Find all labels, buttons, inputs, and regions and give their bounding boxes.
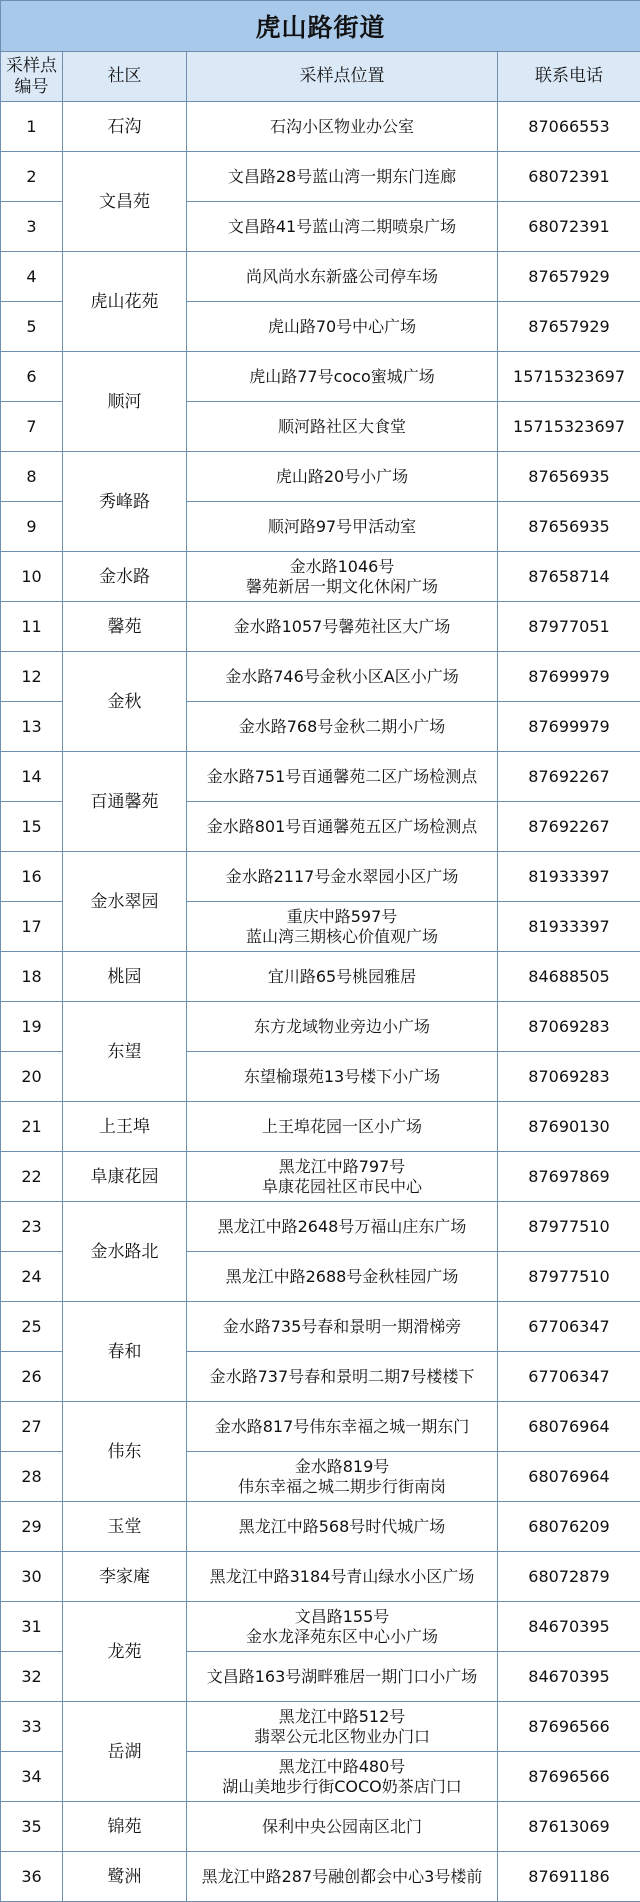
location-cell: [187, 802, 498, 852]
phone-cell: 68072879: [498, 1552, 640, 1602]
table-row: [1, 1852, 640, 1902]
location-cell: [187, 552, 498, 602]
location-cell: [187, 452, 498, 502]
phone-cell: 87657929: [498, 252, 640, 302]
phone-cell: 87066553: [498, 102, 640, 152]
location-line: 保利中央公园南区北门: [189, 1817, 495, 1837]
location-line: 黑龙江中路568号时代城广场: [189, 1517, 495, 1537]
location-cell: [187, 502, 498, 552]
table-row: [1, 352, 640, 402]
location-cell: [187, 1652, 498, 1702]
location-line: 上王埠花园一区小广场: [189, 1117, 495, 1137]
phone-cell: 87697869: [498, 1152, 640, 1202]
sample-number-cell: 26: [1, 1352, 63, 1402]
community-cell: 玉堂: [63, 1502, 187, 1552]
location-line: 金水路1046号: [189, 557, 495, 577]
location-cell: [187, 1402, 498, 1452]
location-line: 虎山路77号coco蜜城广场: [189, 367, 495, 387]
location-line: 黑龙江中路2688号金秋桂园广场: [189, 1267, 495, 1287]
table-row: [1, 452, 640, 502]
table-row: [1, 1702, 640, 1752]
location-line: 顺河路97号甲活动室: [189, 517, 495, 537]
community-cell: 金水路北: [63, 1202, 187, 1302]
location-line: 顺河路社区大食堂: [189, 417, 495, 437]
header-sample-number-line2: 编号: [3, 77, 60, 98]
sample-number-cell: 28: [1, 1452, 63, 1502]
sample-number-cell: 8: [1, 452, 63, 502]
table-body: [1, 102, 640, 1902]
community-cell: 桃园: [63, 952, 187, 1002]
community-cell: 阜康花园: [63, 1152, 187, 1202]
phone-cell: 87658714: [498, 552, 640, 602]
phone-cell: 84670395: [498, 1652, 640, 1702]
location-line: 金水路751号百通馨苑二区广场检测点: [189, 767, 495, 787]
location-line: 虎山路70号中心广场: [189, 317, 495, 337]
phone-cell: 87069283: [498, 1002, 640, 1052]
sample-number-cell: 29: [1, 1502, 63, 1552]
sample-number-cell: 17: [1, 902, 63, 952]
sample-number-cell: 7: [1, 402, 63, 452]
table-row: [1, 152, 640, 202]
location-cell: [187, 402, 498, 452]
location-line: 蓝山湾三期核心价值观广场: [189, 927, 495, 947]
location-line: 金水路819号: [189, 1457, 495, 1477]
sample-number-cell: 36: [1, 1852, 63, 1902]
location-cell: [187, 1502, 498, 1552]
location-line: 金水路737号春和景明二期7号楼楼下: [189, 1367, 495, 1387]
table-row: [1, 102, 640, 152]
community-cell: 锦苑: [63, 1802, 187, 1852]
phone-cell: 15715323697: [498, 352, 640, 402]
community-cell: 馨苑: [63, 602, 187, 652]
community-cell: 鹭洲: [63, 1852, 187, 1902]
location-cell: [187, 352, 498, 402]
location-line: 馨苑新居一期文化休闲广场: [189, 577, 495, 597]
location-cell: [187, 1602, 498, 1652]
location-cell: [187, 1202, 498, 1252]
location-cell: [187, 1852, 498, 1902]
sample-number-cell: 30: [1, 1552, 63, 1602]
location-line: 阜康花园社区市民中心: [189, 1177, 495, 1197]
sample-number-cell: 27: [1, 1402, 63, 1452]
phone-cell: 87069283: [498, 1052, 640, 1102]
sample-number-cell: 9: [1, 502, 63, 552]
location-cell: [187, 1802, 498, 1852]
header-sample-number-line1: 采样点: [3, 56, 60, 77]
location-cell: [187, 1302, 498, 1352]
community-cell: 石沟: [63, 102, 187, 152]
table-row: [1, 652, 640, 702]
sample-number-cell: 1: [1, 102, 63, 152]
community-cell: 顺河: [63, 352, 187, 452]
sample-number-cell: 13: [1, 702, 63, 752]
location-line: 黑龙江中路3184号青山绿水小区广场: [189, 1567, 495, 1587]
phone-cell: 68076209: [498, 1502, 640, 1552]
location-line: 东方龙域物业旁边小广场: [189, 1017, 495, 1037]
phone-cell: 87696566: [498, 1702, 640, 1752]
location-cell: [187, 1752, 498, 1802]
location-line: 宜川路65号桃园雅居: [189, 967, 495, 987]
sample-number-cell: 18: [1, 952, 63, 1002]
community-cell: 李家庵: [63, 1552, 187, 1602]
location-line: 金水龙泽苑东区中心小广场: [189, 1627, 495, 1647]
sample-number-cell: 33: [1, 1702, 63, 1752]
sample-number-cell: 15: [1, 802, 63, 852]
phone-cell: 87657929: [498, 302, 640, 352]
table-row: [1, 552, 640, 602]
location-cell: [187, 952, 498, 1002]
phone-cell: 68076964: [498, 1452, 640, 1502]
community-cell: 岳湖: [63, 1702, 187, 1802]
sample-number-cell: 3: [1, 202, 63, 252]
location-line: 文昌路155号: [189, 1607, 495, 1627]
location-cell: [187, 1052, 498, 1102]
phone-cell: 84688505: [498, 952, 640, 1002]
location-cell: [187, 702, 498, 752]
sample-number-cell: 19: [1, 1002, 63, 1052]
phone-cell: 68076964: [498, 1402, 640, 1452]
phone-cell: 87977510: [498, 1202, 640, 1252]
table-row: [1, 1002, 640, 1052]
sample-number-cell: 24: [1, 1252, 63, 1302]
header-phone: 联系电话: [498, 52, 640, 102]
location-cell: [187, 1452, 498, 1502]
phone-cell: 81933397: [498, 902, 640, 952]
location-line: 尚风尚水东新盛公司停车场: [189, 267, 495, 287]
sample-number-cell: 21: [1, 1102, 63, 1152]
phone-cell: 87613069: [498, 1802, 640, 1852]
table-row: [1, 752, 640, 802]
table-row: [1, 1802, 640, 1852]
community-cell: 东望: [63, 1002, 187, 1102]
table-row: [1, 1302, 640, 1352]
location-cell: [187, 252, 498, 302]
location-cell: [187, 602, 498, 652]
location-line: 翡翠公元北区物业办门口: [189, 1727, 495, 1747]
table-title: 虎山路街道: [1, 1, 640, 52]
location-line: 黑龙江中路480号: [189, 1757, 495, 1777]
sample-number-cell: 16: [1, 852, 63, 902]
header-sample-number: [1, 52, 63, 102]
location-line: 黑龙江中路512号: [189, 1707, 495, 1727]
location-line: 金水路2117号金水翠园小区广场: [189, 867, 495, 887]
table-row: [1, 1402, 640, 1452]
sample-number-cell: 20: [1, 1052, 63, 1102]
location-line: 黑龙江中路287号融创都会中心3号楼前: [189, 1867, 495, 1887]
phone-cell: 67706347: [498, 1352, 640, 1402]
location-line: 伟东幸福之城二期步行街南岗: [189, 1477, 495, 1497]
location-cell: [187, 1252, 498, 1302]
community-cell: 龙苑: [63, 1602, 187, 1702]
community-cell: 金水路: [63, 552, 187, 602]
phone-cell: 67706347: [498, 1302, 640, 1352]
header-location: 采样点位置: [187, 52, 498, 102]
phone-cell: 87692267: [498, 802, 640, 852]
sample-number-cell: 5: [1, 302, 63, 352]
location-line: 金水路817号伟东幸福之城一期东门: [189, 1417, 495, 1437]
sample-number-cell: 14: [1, 752, 63, 802]
sample-number-cell: 12: [1, 652, 63, 702]
phone-cell: 84670395: [498, 1602, 640, 1652]
table-row: [1, 852, 640, 902]
location-line: 黑龙江中路2648号万福山庄东广场: [189, 1217, 495, 1237]
location-cell: [187, 1102, 498, 1152]
location-cell: [187, 752, 498, 802]
table-row: [1, 952, 640, 1002]
phone-cell: 87696566: [498, 1752, 640, 1802]
location-line: 金水路735号春和景明一期滑梯旁: [189, 1317, 495, 1337]
location-cell: [187, 202, 498, 252]
location-cell: [187, 1702, 498, 1752]
community-cell: 文昌苑: [63, 152, 187, 252]
location-cell: [187, 852, 498, 902]
sample-number-cell: 25: [1, 1302, 63, 1352]
phone-cell: 81933397: [498, 852, 640, 902]
phone-cell: 68072391: [498, 152, 640, 202]
location-cell: [187, 102, 498, 152]
location-line: 东望榆璟苑13号楼下小广场: [189, 1067, 495, 1087]
header-community: 社区: [63, 52, 187, 102]
sample-number-cell: 23: [1, 1202, 63, 1252]
sample-number-cell: 6: [1, 352, 63, 402]
location-cell: [187, 152, 498, 202]
community-cell: 金秋: [63, 652, 187, 752]
community-cell: 秀峰路: [63, 452, 187, 552]
community-cell: 百通馨苑: [63, 752, 187, 852]
sample-number-cell: 10: [1, 552, 63, 602]
sample-number-cell: 34: [1, 1752, 63, 1802]
location-cell: [187, 652, 498, 702]
table-row: [1, 1102, 640, 1152]
location-line: 黑龙江中路797号: [189, 1157, 495, 1177]
location-line: 重庆中路597号: [189, 907, 495, 927]
table-row: [1, 602, 640, 652]
location-line: 文昌路41号蓝山湾二期喷泉广场: [189, 217, 495, 237]
phone-cell: 87690130: [498, 1102, 640, 1152]
table-row: [1, 1152, 640, 1202]
phone-cell: 87699979: [498, 702, 640, 752]
phone-cell: 87691186: [498, 1852, 640, 1902]
phone-cell: 87699979: [498, 652, 640, 702]
community-cell: 春和: [63, 1302, 187, 1402]
location-cell: [187, 1352, 498, 1402]
sample-number-cell: 11: [1, 602, 63, 652]
phone-cell: 87977051: [498, 602, 640, 652]
sample-number-cell: 32: [1, 1652, 63, 1702]
location-line: 金水路768号金秋二期小广场: [189, 717, 495, 737]
location-line: 石沟小区物业办公室: [189, 117, 495, 137]
sample-number-cell: 2: [1, 152, 63, 202]
location-cell: [187, 302, 498, 352]
location-line: 金水路1057号馨苑社区大广场: [189, 617, 495, 637]
location-line: 湖山美地步行街COCO奶茶店门口: [189, 1777, 495, 1797]
location-cell: [187, 902, 498, 952]
phone-cell: 87977510: [498, 1252, 640, 1302]
table-row: [1, 1552, 640, 1602]
sample-number-cell: 4: [1, 252, 63, 302]
location-cell: [187, 1002, 498, 1052]
table-row: [1, 1602, 640, 1652]
header-row: [1, 52, 640, 102]
phone-cell: 68072391: [498, 202, 640, 252]
phone-cell: 87656935: [498, 452, 640, 502]
location-line: 金水路801号百通馨苑五区广场检测点: [189, 817, 495, 837]
community-cell: 伟东: [63, 1402, 187, 1502]
table-row: [1, 1502, 640, 1552]
phone-cell: 15715323697: [498, 402, 640, 452]
sample-number-cell: 35: [1, 1802, 63, 1852]
phone-cell: 87656935: [498, 502, 640, 552]
location-line: 金水路746号金秋小区A区小广场: [189, 667, 495, 687]
community-cell: 金水翠园: [63, 852, 187, 952]
sample-number-cell: 31: [1, 1602, 63, 1652]
table-row: [1, 252, 640, 302]
table-row: [1, 1202, 640, 1252]
location-line: 虎山路20号小广场: [189, 467, 495, 487]
sample-number-cell: 22: [1, 1152, 63, 1202]
location-cell: [187, 1552, 498, 1602]
location-line: 文昌路28号蓝山湾一期东门连廊: [189, 167, 495, 187]
community-cell: 上王埠: [63, 1102, 187, 1152]
phone-cell: 87692267: [498, 752, 640, 802]
community-cell: 虎山花苑: [63, 252, 187, 352]
location-line: 文昌路163号湖畔雅居一期门口小广场: [189, 1667, 495, 1687]
location-cell: [187, 1152, 498, 1202]
